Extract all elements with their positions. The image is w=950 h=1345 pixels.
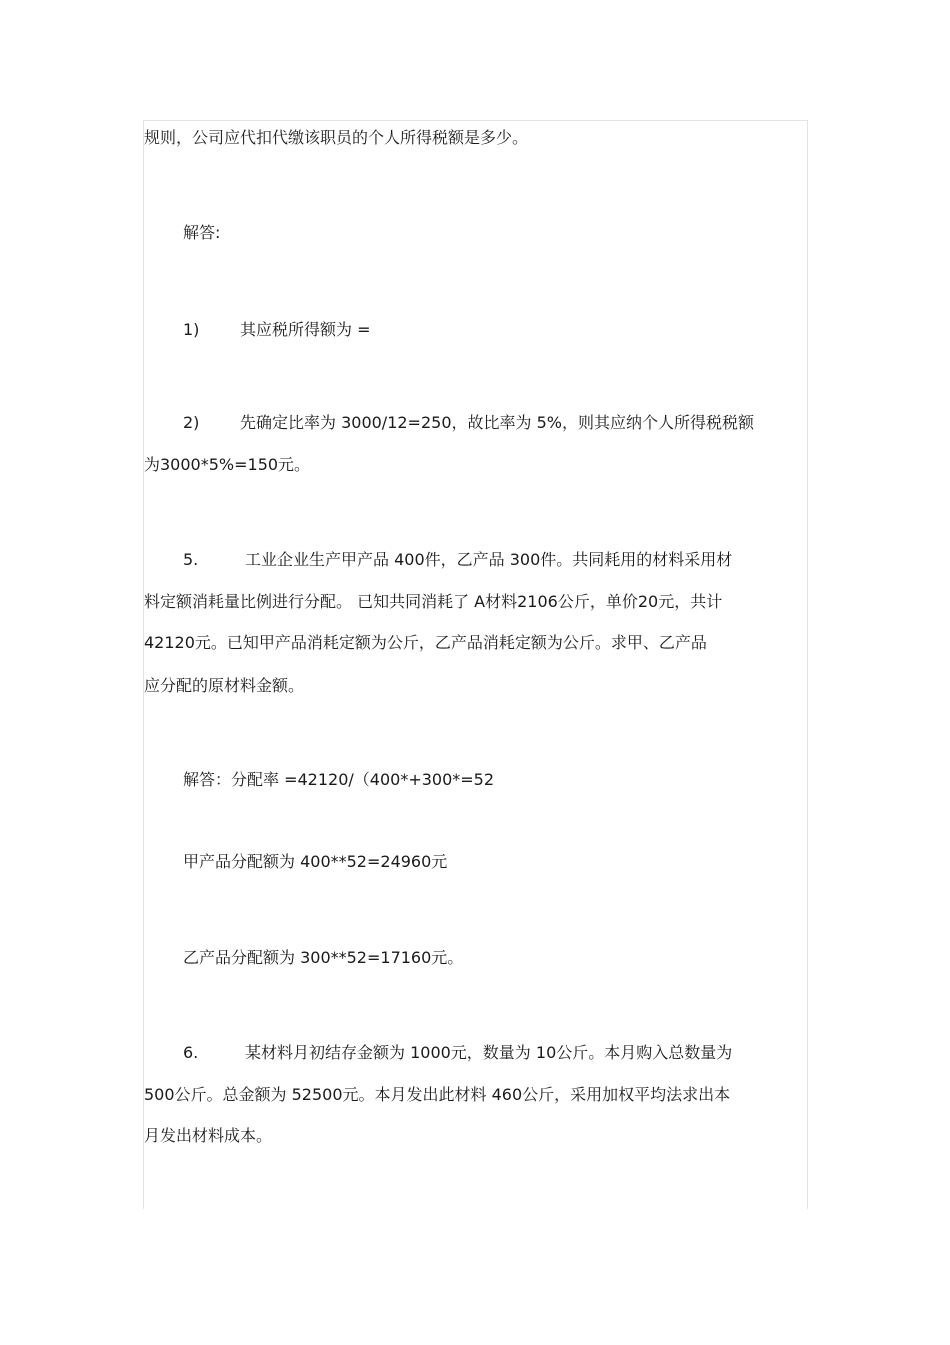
text-line: 规则，公司应代扣代缴该职员的个人所得税额是多少。 [144, 128, 529, 147]
item-text: 先确定比率为 3000/12=250，故比率为 5%，则其应纳个人所得税税额 [240, 413, 754, 432]
answer-line: 解答：分配率 =42120/（400*+300*=52 [183, 770, 495, 789]
answer-line: 甲产品分配额为 400**52=24960元 [183, 852, 448, 871]
item-text: 其应税所得额为 = [240, 320, 371, 339]
text-line: 月发出材料成本。 [144, 1126, 273, 1145]
text-line: 为3000*5%=150元。 [144, 455, 311, 474]
question-number: 6. [183, 1043, 199, 1062]
question-text: 工业企业生产甲产品 400件，乙产品 300件。共同耗用的材料采用材 [245, 550, 733, 569]
question-number: 5. [183, 550, 199, 569]
list-item [183, 413, 803, 433]
question-item [183, 1043, 733, 1063]
answer-label: 解答: [183, 223, 221, 242]
text-line: 500公斤。总金额为 52500元。本月发出此材料 460公斤，采用加权平均法求出本 [144, 1085, 731, 1104]
answer-line: 乙产品分配额为 300**52=17160元。 [183, 948, 464, 967]
list-item [183, 320, 371, 340]
question-item [183, 550, 733, 570]
question-text: 某材料月初结存金额为 1000元，数量为 10公斤。本月购入总数量为 [245, 1043, 733, 1062]
item-number: 1) [183, 320, 200, 339]
text-line: 42120元。已知甲产品消耗定额为公斤，乙产品消耗定额为公斤。求甲、乙产品 [144, 633, 707, 652]
item-number: 2) [183, 413, 200, 432]
text-line: 料定额消耗量比例进行分配。 已知共同消耗了 A材料2106公斤，单价20元，共计 [144, 592, 723, 611]
text-line: 应分配的原材料金额。 [144, 676, 305, 695]
